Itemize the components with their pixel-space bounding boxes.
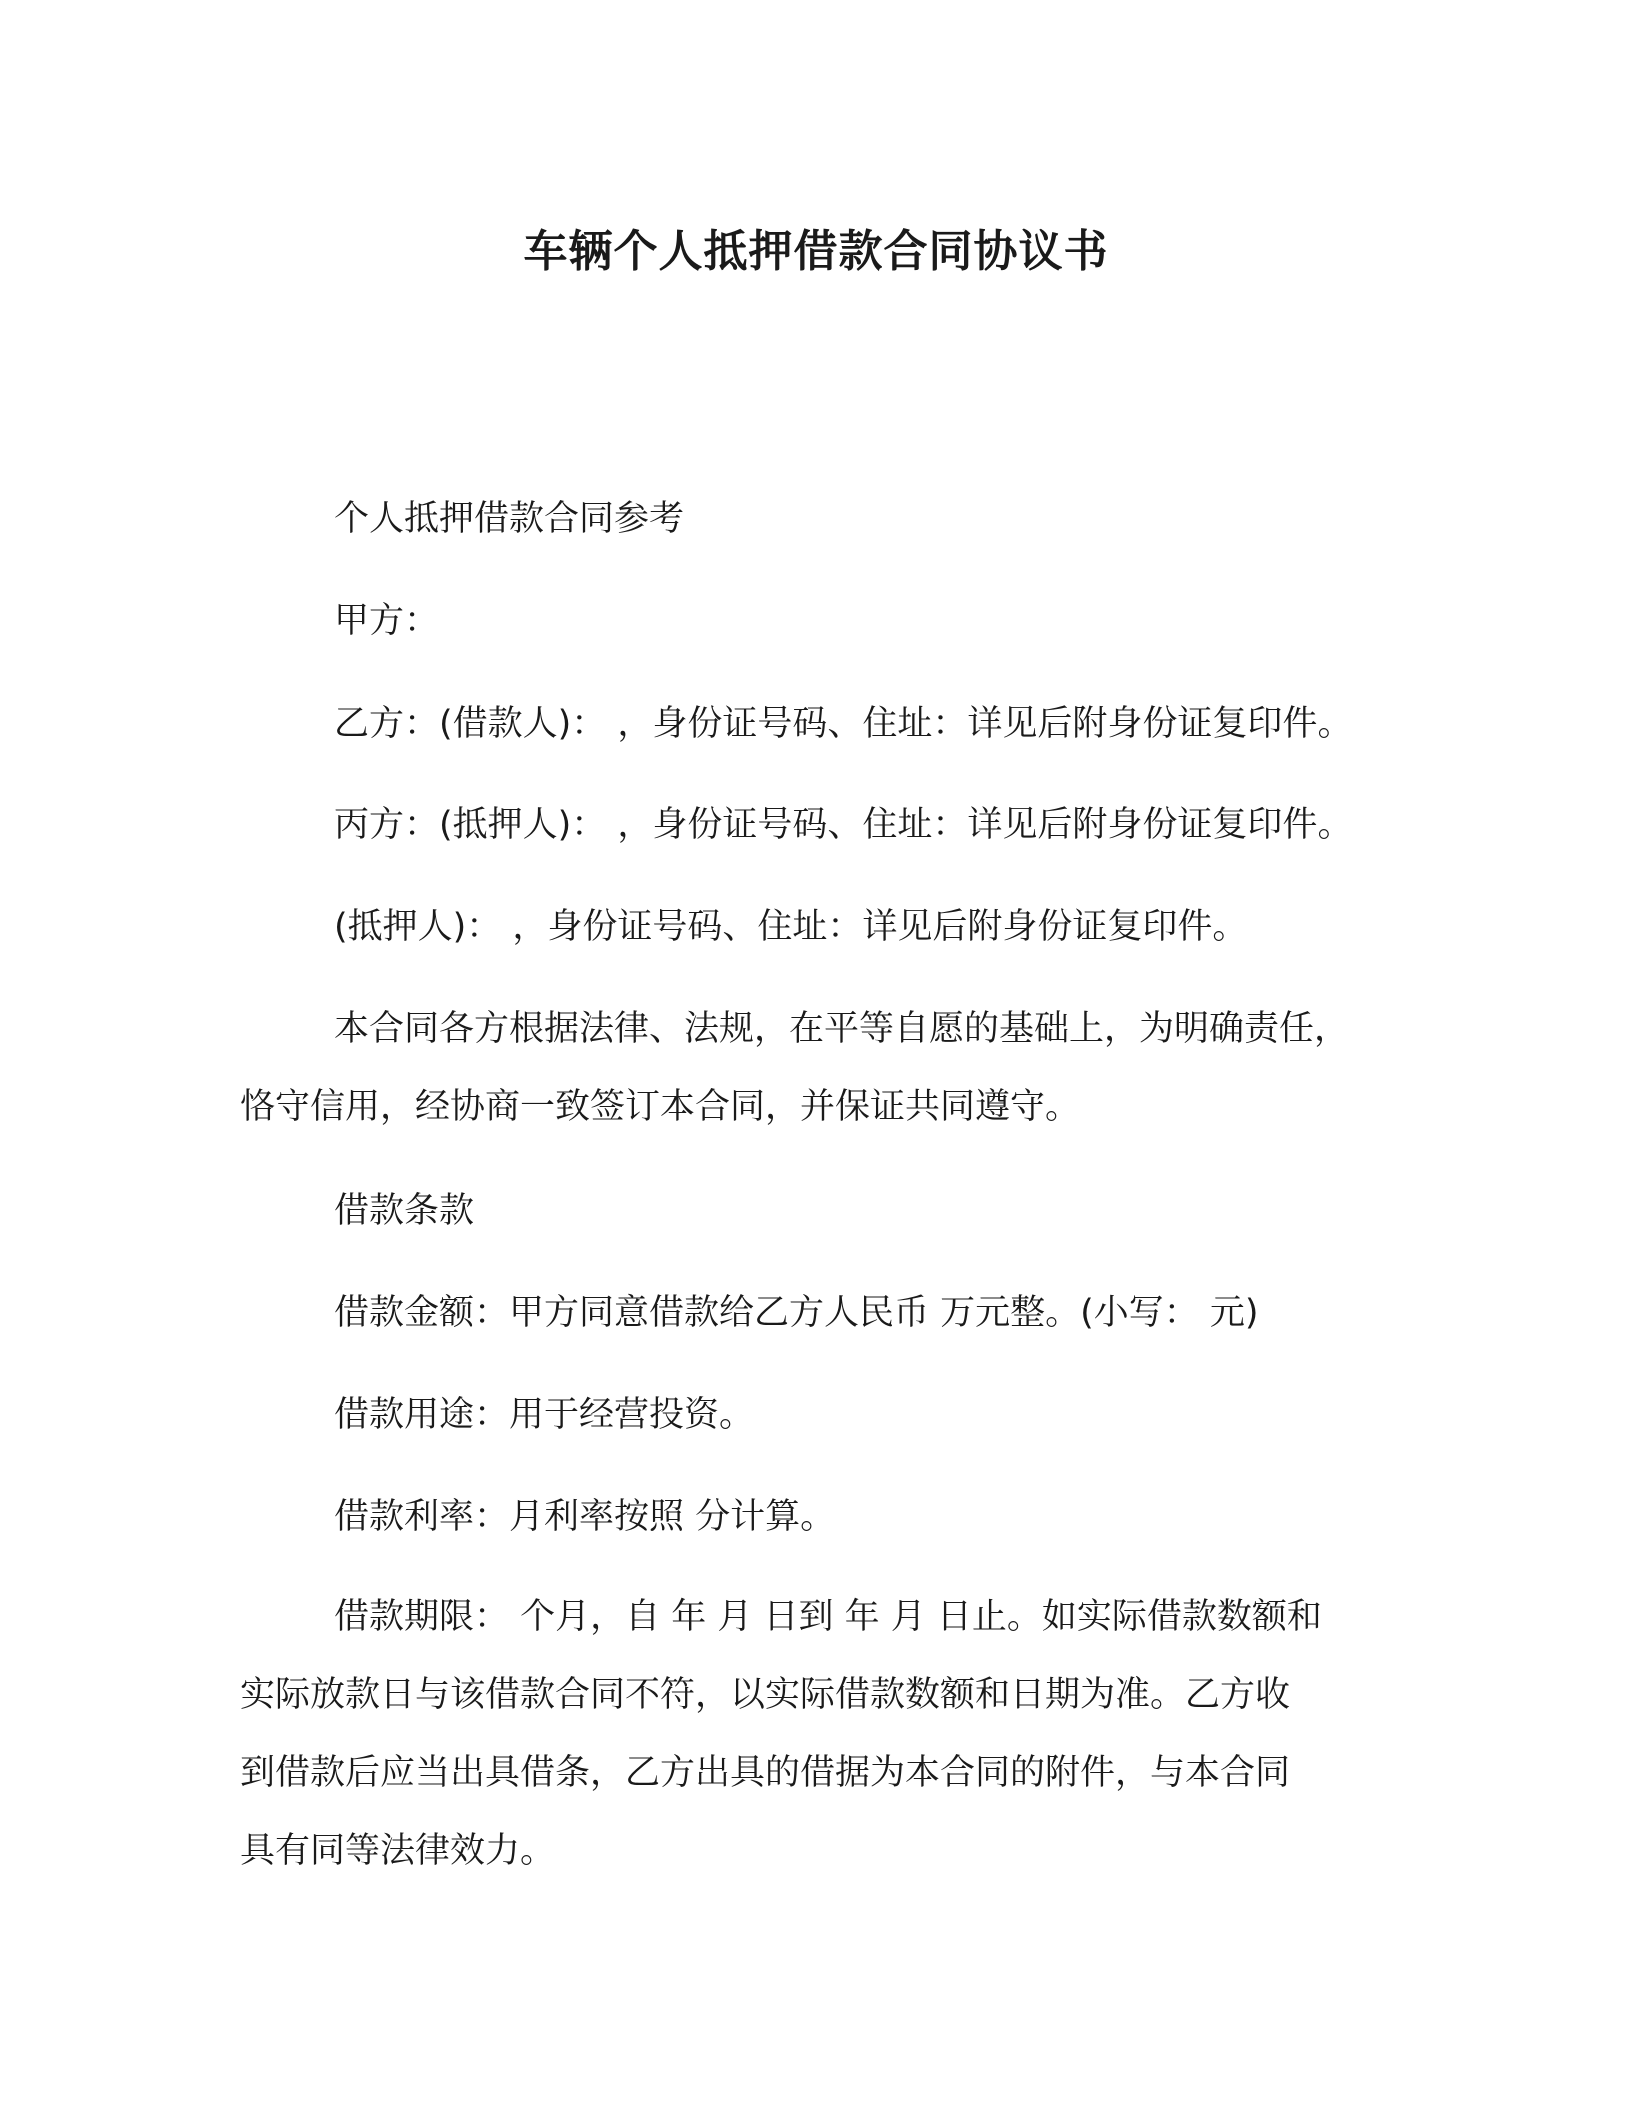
loan-term-paragraph: [240, 1578, 1400, 1890]
loan-purpose-clause: 借款用途：用于经营投资。: [334, 1395, 755, 1435]
preamble-line: 恪守信用，经协商一致签订本合同，并保证共同遵守。: [240, 1087, 1081, 1127]
party-c-line: 丙方：(抵押人)： ，身份证号码、住址：详见后附身份证复印件。: [334, 805, 1353, 845]
party-b-line: 乙方：(借款人)： ，身份证号码、住址：详见后附身份证复印件。: [334, 704, 1353, 744]
loan-term-line: 实际放款日与该借款合同不符，以实际借款数额和日期为准。乙方收: [240, 1675, 1291, 1715]
contract-subtitle: 个人抵押借款合同参考: [334, 499, 685, 539]
loan-term-line: 到借款后应当出具借条，乙方出具的借据为本合同的附件，与本合同: [240, 1753, 1291, 1793]
document-title: 车辆个人抵押借款合同协议书: [523, 226, 1109, 277]
loan-term-line: 具有同等法律效力。: [240, 1831, 556, 1871]
loan-rate-clause: 借款利率：月利率按照 分计算。: [334, 1497, 836, 1537]
preamble-line: 本合同各方根据法律、法规，在平等自愿的基础上，为明确责任，: [334, 1009, 1350, 1049]
preamble-paragraph: [240, 990, 1400, 1146]
section-heading: 借款条款: [334, 1191, 475, 1231]
loan-amount-clause: 借款金额：甲方同意借款给乙方人民币 万元整。(小写： 元): [334, 1293, 1259, 1333]
party-d-line: (抵押人)： ，身份证号码、住址：详见后附身份证复印件。: [334, 907, 1248, 947]
loan-term-line: 借款期限： 个月，自 年 月 日到 年 月 日止。如实际借款数额和: [334, 1597, 1322, 1637]
party-a-line: 甲方：: [334, 601, 440, 641]
